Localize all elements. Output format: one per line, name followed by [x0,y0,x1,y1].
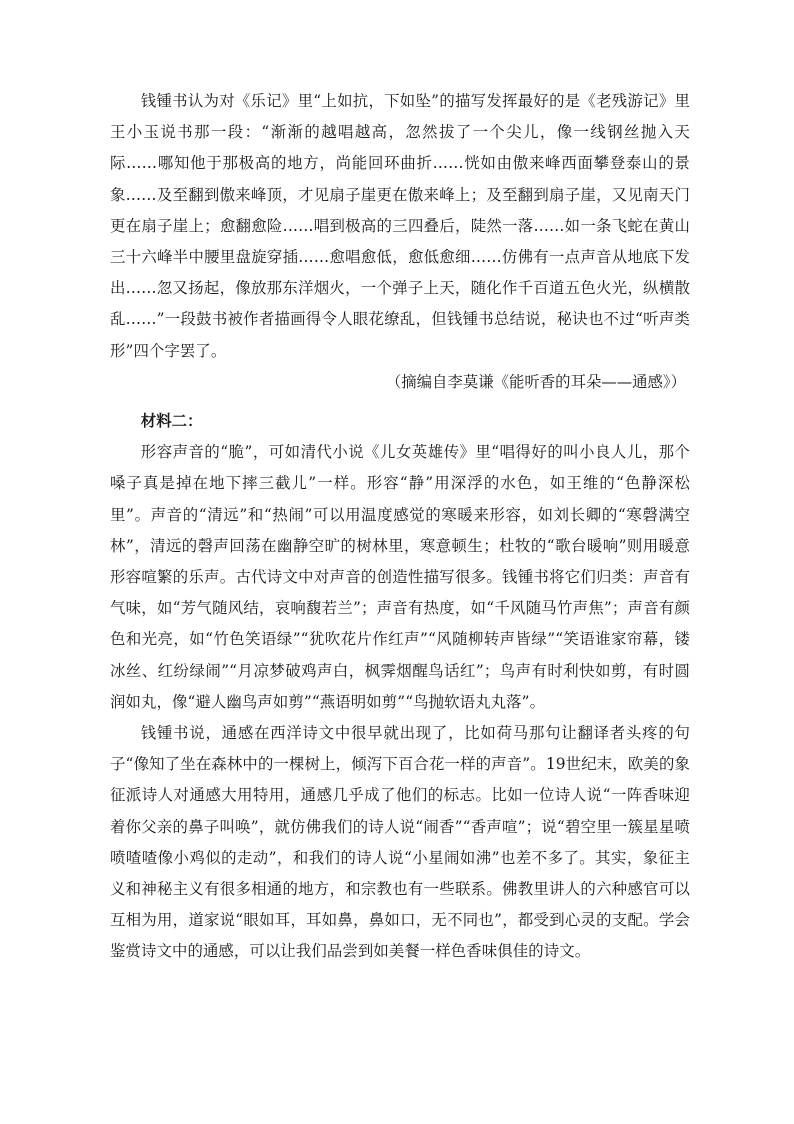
material-two-heading: 材料二： [140,412,203,431]
material-one-paragraph: 钱锺书认为对《乐记》里“上如抗，下如坠”的描写发挥最好的是《老残游记》里王小玉说书那一段：“渐渐的越唱越高，忽然拔了一个尖儿，像一线钢丝抛入天际……哪知他于那极高的地方，尚能回环曲折……恍如由傲来峰西面攀登泰山的景象……及至翻到傲来峰顶，才见扇子崖更在傲来峰上；及至翻到扇子崖，又见南天门更在扇子崖上；愈翻愈险……唱到极高的三四叠后，陡然一落……如一条飞蛇在黄山三十六峰半中腰里盘旋穿插……愈唱愈低，愈低愈细……仿佛有一点声音从地底下发出……忽又扬起，像放那东洋烟火，一个弹子上天，随化作千百道五色火光，纵横散乱……”一段鼓书被作者描画得令人眼花缭乱，但钱锺书总结说，秘诀也不过“听声类形”四个字罢了。 [110,92,690,360]
material-two-paragraph-1: 形容声音的“脆”，可如清代小说《儿女英雄传》里“唱得好的叫小良人儿，那个嗓子真是掉在地下摔三截儿”一样。形容“静”用深浮的水色，如王维的“色静深松里”。声音的“清远”和“热闹”可以用温度感觉的寒暖来形容，如刘长卿的“寒磬满空林”，清远的磬声回荡在幽静空旷的树林里，寒意顿生；杜牧的“歌台暖响”则用暖意形容喧繁的乐声。古代诗文中对声音的创造性描写很多。钱锺书将它们归类：声音有气味，如“芳气随风结，哀响馥若兰”；声音有热度，如“千风随马竹声焦”；声音有颜色和光亮，如“竹色笑语绿”“犹吹花片作红声”“风随柳转声皆绿”“笑语谁家帘幕，镂冰丝、红纷绿闹”“月凉梦破鸡声白，枫霁烟醒鸟话红”；鸟声有时利快如剪，有时圆润如丸，像“避人幽鸟声如剪”“燕语明如剪”“鸟抛软语丸丸落”。 [110,443,690,711]
document-page [110,86,690,968]
material-one-source: （摘编自李莫谦《能听香的耳朵——通感》） [385,372,686,391]
material-two-paragraph-2: 钱锺书说，通感在西洋诗文中很早就出现了，比如荷马那句让翻译者头疼的句子“像知了坐在森林中的一棵树上，倾泻下百合花一样的声音”。19世纪末，欧美的象征派诗人对通感大用特用，通感几乎成了他们的标志。比如一位诗人说“一阵香味迎着你父亲的鼻子叫唤”，就仿佛我们的诗人说“闹香”“香声喧”；说“碧空里一簇星星喷喷喳喳像小鸡似的走动”，和我们的诗人说“小星闹如沸”也差不多了。其实，象征主义和神秘主义有很多相通的地方，和宗教也有一些联系。佛教里讲人的六种感官可以互相为用，道家说“眼如耳，耳如鼻，鼻如口，无不同也”，都受到心灵的支配。学会鉴赏诗文中的通感，可以让我们品尝到如美餐一样色香味俱佳的诗文。 [110,724,690,961]
